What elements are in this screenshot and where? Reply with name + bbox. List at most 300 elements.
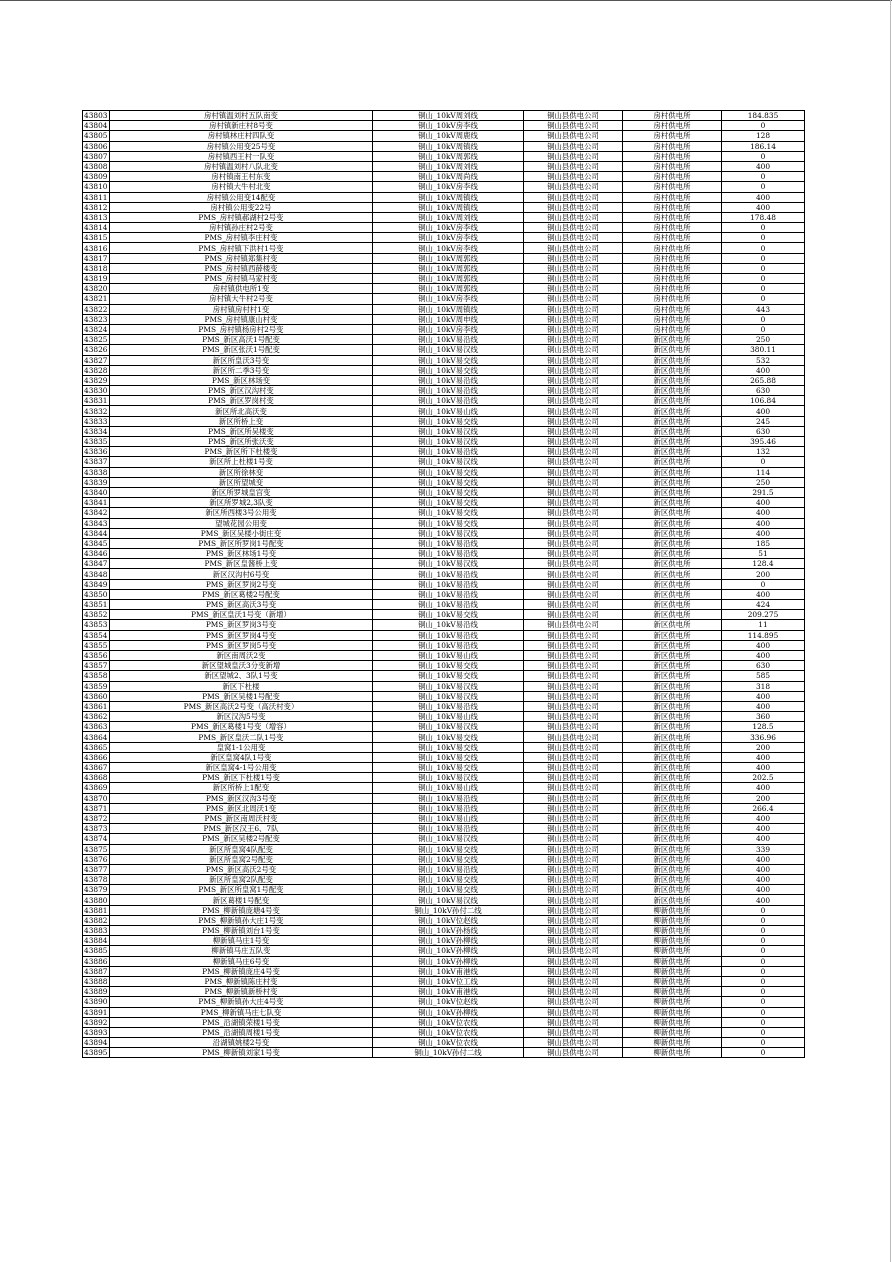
supply-office-cell: 房村供电所	[623, 294, 722, 304]
station-name-cell: PMS_房村镇西薛楼变	[110, 263, 373, 273]
station-name-cell: PMS_新区吴楼2号配变	[110, 834, 373, 844]
table-row	[83, 671, 805, 681]
capacity-cell: 630	[722, 661, 805, 671]
row-id-cell: 43878	[84, 875, 108, 885]
station-name-cell: PMS_新区吴楼1号配变	[110, 691, 373, 701]
station-name-cell: 新区所罗城2,3队变	[110, 498, 373, 508]
station-name-cell: PMS_新区葛楼1号变（增容）	[110, 722, 373, 732]
company-cell: 铜山县供电公司	[524, 182, 623, 192]
company-cell: 铜山县供电公司	[524, 936, 623, 946]
table-row	[83, 294, 805, 304]
station-name-cell: 新区所二季3号变	[110, 365, 373, 375]
capacity-cell: 585	[722, 671, 805, 681]
table-row	[83, 487, 805, 497]
company-cell: 铜山县供电公司	[524, 437, 623, 447]
table-row	[83, 956, 805, 966]
station-name-cell: PMS_新区皇沃1号变（新增）	[110, 610, 373, 620]
feeder-line-cell: 铜山_10kV易山线	[373, 406, 524, 416]
station-name-cell: PMS_新区罗岗村变	[110, 396, 373, 406]
row-id-cell: 43864	[84, 732, 108, 742]
table-row	[83, 477, 805, 487]
company-cell: 铜山县供电公司	[524, 722, 623, 732]
supply-office-cell: 新区供电所	[623, 691, 722, 701]
feeder-line-cell: 铜山_10kV周郭线	[373, 263, 524, 273]
feeder-line-cell: 铜山_10kV易汉线	[373, 528, 524, 538]
capacity-cell: 400	[722, 864, 805, 874]
table-row	[83, 131, 805, 141]
supply-office-cell: 柳新供电所	[623, 997, 722, 1007]
station-name-cell: PMS_柳新镇孙大庄4号变	[110, 997, 373, 1007]
company-cell: 铜山县供电公司	[524, 172, 623, 182]
row-id-cell: 43809	[84, 172, 108, 182]
feeder-line-cell: 铜山_10kV易沿线	[373, 620, 524, 630]
table-row	[83, 1007, 805, 1017]
station-name-cell: PMS_柳新镇孙大庄1号变	[110, 915, 373, 925]
company-cell: 铜山县供电公司	[524, 151, 623, 161]
supply-office-cell: 新区供电所	[623, 712, 722, 722]
table-row	[83, 773, 805, 783]
capacity-cell: 0	[722, 966, 805, 976]
station-name-cell: PMS_柳新镇刘家1号变	[110, 1048, 373, 1058]
table-row	[83, 793, 805, 803]
capacity-cell: 0	[722, 579, 805, 589]
row-id-cell: 43848	[84, 569, 108, 579]
capacity-cell: 0	[722, 915, 805, 925]
capacity-cell: 0	[722, 263, 805, 273]
company-cell: 铜山县供电公司	[524, 732, 623, 742]
supply-office-cell: 新区供电所	[623, 752, 722, 762]
capacity-cell: 400	[722, 763, 805, 773]
table-row	[83, 987, 805, 997]
row-id-cell: 43828	[84, 365, 108, 375]
row-id-cell: 43829	[84, 375, 108, 385]
supply-office-cell: 新区供电所	[623, 477, 722, 487]
company-cell: 铜山县供电公司	[524, 752, 623, 762]
table-row	[83, 803, 805, 813]
station-name-cell: 新区所皇窝2号配变	[110, 854, 373, 864]
company-cell: 铜山县供电公司	[524, 161, 623, 171]
capacity-cell: 400	[722, 875, 805, 885]
table-row	[83, 365, 805, 375]
company-cell: 铜山县供电公司	[524, 620, 623, 630]
capacity-cell: 265.88	[722, 375, 805, 385]
capacity-cell: 0	[722, 284, 805, 294]
capacity-cell: 186.14	[722, 141, 805, 151]
row-id-cell: 43858	[84, 671, 108, 681]
company-cell: 铜山县供电公司	[524, 233, 623, 243]
feeder-line-cell: 铜山_10kV易汉线	[373, 559, 524, 569]
capacity-cell: 360	[722, 712, 805, 722]
feeder-line-cell: 铜山_10kV房李线	[373, 223, 524, 233]
capacity-cell: 0	[722, 294, 805, 304]
capacity-cell: 128	[722, 131, 805, 141]
station-name-cell: 房村镇公用变14配变	[110, 192, 373, 202]
feeder-line-cell: 铜山_10kV易交线	[373, 355, 524, 365]
supply-office-cell: 新区供电所	[623, 447, 722, 457]
table-row	[83, 416, 805, 426]
supply-office-cell: 新区供电所	[623, 457, 722, 467]
company-cell: 铜山县供电公司	[524, 763, 623, 773]
station-name-cell: 新区所徐林变	[110, 467, 373, 477]
station-name-cell: PMS_新区皇酱桥上变	[110, 559, 373, 569]
feeder-line-cell: 铜山_10kV周刘线	[373, 111, 524, 121]
table-row	[83, 813, 805, 823]
company-cell: 铜山县供电公司	[524, 966, 623, 976]
supply-office-cell: 新区供电所	[623, 885, 722, 895]
feeder-line-cell: 铜山_10kV孙柳线	[373, 946, 524, 956]
capacity-cell: 0	[722, 314, 805, 324]
capacity-cell: 400	[722, 640, 805, 650]
table-row	[83, 202, 805, 212]
supply-office-cell: 新区供电所	[623, 528, 722, 538]
feeder-line-cell: 铜山_10kV周申线	[373, 314, 524, 324]
table-row	[83, 141, 805, 151]
supply-office-cell: 房村供电所	[623, 111, 722, 121]
row-id-cell: 43876	[84, 854, 108, 864]
station-name-cell: PMS_新区葛楼2号配变	[110, 589, 373, 599]
capacity-cell: 630	[722, 386, 805, 396]
supply-office-cell: 新区供电所	[623, 773, 722, 783]
company-cell: 铜山县供电公司	[524, 212, 623, 222]
station-name-cell: PMS_新区汉王6、7队	[110, 824, 373, 834]
row-id-cell: 43861	[84, 701, 108, 711]
supply-office-cell: 新区供电所	[623, 793, 722, 803]
supply-office-cell: 新区供电所	[623, 834, 722, 844]
supply-office-cell: 新区供电所	[623, 895, 722, 905]
row-id-cell: 43820	[84, 284, 108, 294]
capacity-cell: 400	[722, 895, 805, 905]
feeder-line-cell: 铜山_10kV周尚线	[373, 172, 524, 182]
capacity-cell: 443	[722, 304, 805, 314]
capacity-cell: 0	[722, 121, 805, 131]
feeder-line-cell: 铜山_10kV位工线	[373, 976, 524, 986]
station-name-cell: 新区望城皇沃3分变新增	[110, 661, 373, 671]
supply-office-cell: 新区供电所	[623, 813, 722, 823]
company-cell: 铜山县供电公司	[524, 304, 623, 314]
table-row	[83, 498, 805, 508]
row-id-cell: 43819	[84, 274, 108, 284]
station-name-cell: PMS_柳新镇刘台1号变	[110, 926, 373, 936]
row-id-cell: 43839	[84, 477, 108, 487]
supply-office-cell: 房村供电所	[623, 253, 722, 263]
row-id-cell: 43873	[84, 824, 108, 834]
company-cell: 铜山县供电公司	[524, 783, 623, 793]
company-cell: 铜山县供电公司	[524, 243, 623, 253]
company-cell: 铜山县供电公司	[524, 447, 623, 457]
table-row	[83, 335, 805, 345]
capacity-cell: 106.84	[722, 396, 805, 406]
company-cell: 铜山县供电公司	[524, 1027, 623, 1037]
feeder-line-cell: 铜山_10kV周镇线	[373, 141, 524, 151]
station-name-cell: 房村镇温刘村八队北变	[110, 161, 373, 171]
company-cell: 铜山县供电公司	[524, 895, 623, 905]
feeder-line-cell: 铜山_10kV易山线	[373, 650, 524, 660]
table-row	[83, 314, 805, 324]
table-row	[83, 681, 805, 691]
station-name-cell: PMS_新区所下杜楼变	[110, 447, 373, 457]
supply-office-cell: 房村供电所	[623, 182, 722, 192]
feeder-line-cell: 铜山_10kV房李线	[373, 324, 524, 334]
table-row	[83, 854, 805, 864]
company-cell: 铜山县供电公司	[524, 294, 623, 304]
capacity-cell: 0	[722, 976, 805, 986]
company-cell: 铜山县供电公司	[524, 202, 623, 212]
table-row	[83, 243, 805, 253]
supply-office-cell: 新区供电所	[623, 549, 722, 559]
capacity-cell: 380.11	[722, 345, 805, 355]
feeder-line-cell: 铜山_10kV甫港线	[373, 987, 524, 997]
row-id-cell: 43883	[84, 926, 108, 936]
table-row	[83, 997, 805, 1007]
table-row	[83, 712, 805, 722]
company-cell: 铜山县供电公司	[524, 263, 623, 273]
capacity-cell: 200	[722, 569, 805, 579]
capacity-cell: 250	[722, 335, 805, 345]
company-cell: 铜山县供电公司	[524, 518, 623, 528]
station-name-cell: PMS_房村镇杨房村2号变	[110, 324, 373, 334]
feeder-line-cell: 铜山_10kV易沿线	[373, 396, 524, 406]
feeder-line-cell: 铜山_10kV易沿线	[373, 569, 524, 579]
table-row	[83, 437, 805, 447]
company-cell: 铜山县供电公司	[524, 375, 623, 385]
supply-office-cell: 新区供电所	[623, 875, 722, 885]
feeder-line-cell: 铜山_10kV周郭线	[373, 151, 524, 161]
feeder-line-cell: 铜山_10kV周刘线	[373, 161, 524, 171]
capacity-cell: 0	[722, 1017, 805, 1027]
company-cell: 铜山县供电公司	[524, 467, 623, 477]
capacity-cell: 400	[722, 854, 805, 864]
row-id-cell: 43814	[84, 223, 108, 233]
feeder-line-cell: 铜山_10kV孙柳线	[373, 956, 524, 966]
row-id-cell: 43846	[84, 549, 108, 559]
company-cell: 铜山县供电公司	[524, 498, 623, 508]
feeder-line-cell: 铜山_10kV易汉线	[373, 426, 524, 436]
company-cell: 铜山县供电公司	[524, 131, 623, 141]
capacity-cell: 400	[722, 406, 805, 416]
row-id-cell: 43834	[84, 426, 108, 436]
station-name-cell: 新区所上杜楼1号变	[110, 457, 373, 467]
row-id-cell: 43874	[84, 834, 108, 844]
supply-office-cell: 新区供电所	[623, 335, 722, 345]
capacity-cell: 400	[722, 161, 805, 171]
feeder-line-cell: 铜山_10kV孙杨线	[373, 926, 524, 936]
station-name-cell: PMS_房村镇郝湖村2号变	[110, 212, 373, 222]
company-cell: 铜山县供电公司	[524, 477, 623, 487]
capacity-cell: 0	[722, 926, 805, 936]
station-name-cell: PMS_新区所罗岗1号配变	[110, 538, 373, 548]
row-id-cell: 43805	[84, 131, 108, 141]
company-cell: 铜山县供电公司	[524, 630, 623, 640]
feeder-line-cell: 铜山_10kV易交线	[373, 763, 524, 773]
station-name-cell: PMS_新区林场变	[110, 375, 373, 385]
table-row	[83, 161, 805, 171]
feeder-line-cell: 铜山_10kV孙柳线	[373, 936, 524, 946]
supply-office-cell: 新区供电所	[623, 600, 722, 610]
feeder-line-cell: 铜山_10kV易交线	[373, 732, 524, 742]
row-id-cell: 43862	[84, 712, 108, 722]
company-cell: 铜山县供电公司	[524, 691, 623, 701]
feeder-line-cell: 铜山_10kV易交线	[373, 671, 524, 681]
feeder-line-cell: 铜山_10kV房李线	[373, 182, 524, 192]
row-id-cell: 43822	[84, 304, 108, 314]
capacity-cell: 400	[722, 813, 805, 823]
station-name-cell: PMS_沿湖镇周楼1号变	[110, 1027, 373, 1037]
station-name-cell: PMS_新区所张沃变	[110, 437, 373, 447]
feeder-line-cell: 铜山_10kV房李线	[373, 294, 524, 304]
station-name-cell: PMS_房村镇康山村变	[110, 314, 373, 324]
row-id-cell: 43889	[84, 987, 108, 997]
table-row	[83, 182, 805, 192]
station-name-cell: PMS_新区高沃3号变	[110, 600, 373, 610]
feeder-line-cell: 铜山_10kV易汉线	[373, 773, 524, 783]
supply-office-cell: 新区供电所	[623, 498, 722, 508]
feeder-line-cell: 铜山_10kV易交线	[373, 477, 524, 487]
capacity-cell: 51	[722, 549, 805, 559]
station-name-cell: PMS_房村镇马家村变	[110, 274, 373, 284]
feeder-line-cell: 铜山_10kV易沿线	[373, 386, 524, 396]
company-cell: 铜山县供电公司	[524, 987, 623, 997]
capacity-cell: 400	[722, 518, 805, 528]
feeder-line-cell: 铜山_10kV房李线	[373, 121, 524, 131]
station-name-cell: PMS_柳新镇马庄七队变	[110, 1007, 373, 1017]
capacity-cell: 178.48	[722, 212, 805, 222]
table-row	[83, 926, 805, 936]
company-cell: 铜山县供电公司	[524, 844, 623, 854]
supply-office-cell: 柳新供电所	[623, 956, 722, 966]
capacity-cell: 245	[722, 416, 805, 426]
table-row	[83, 742, 805, 752]
feeder-line-cell: 铜山_10kV易山线	[373, 712, 524, 722]
row-id-cell: 43838	[84, 467, 108, 477]
table-row	[83, 722, 805, 732]
feeder-line-cell: 铜山_10kV易交线	[373, 610, 524, 620]
feeder-line-cell: 铜山_10kV易沿线	[373, 701, 524, 711]
feeder-line-cell: 铜山_10kV孙付二线	[373, 905, 524, 915]
feeder-line-cell: 铜山_10kV易交线	[373, 854, 524, 864]
station-name-cell: 房村镇孙庄村2号变	[110, 223, 373, 233]
feeder-line-cell: 铜山_10kV易山线	[373, 783, 524, 793]
feeder-line-cell: 铜山_10kV易交线	[373, 467, 524, 477]
company-cell: 铜山县供电公司	[524, 192, 623, 202]
feeder-line-cell: 铜山_10kV位赵线	[373, 915, 524, 925]
capacity-cell: 0	[722, 997, 805, 1007]
table-row	[83, 752, 805, 762]
table-row	[83, 691, 805, 701]
feeder-line-cell: 铜山_10kV易沿线	[373, 375, 524, 385]
table-row	[83, 936, 805, 946]
station-name-cell: PMS_新区下杜楼1号变	[110, 773, 373, 783]
table-row	[83, 355, 805, 365]
company-cell: 铜山县供电公司	[524, 1038, 623, 1048]
feeder-line-cell: 铜山_10kV易汉线	[373, 834, 524, 844]
table-body	[83, 111, 805, 1058]
feeder-line-cell: 铜山_10kV周郭线	[373, 284, 524, 294]
capacity-cell: 400	[722, 824, 805, 834]
table-row	[83, 375, 805, 385]
company-cell: 铜山县供电公司	[524, 701, 623, 711]
capacity-cell: 400	[722, 885, 805, 895]
capacity-cell: 400	[722, 508, 805, 518]
supply-office-cell: 柳新供电所	[623, 1007, 722, 1017]
supply-office-cell: 新区供电所	[623, 426, 722, 436]
table-row	[83, 966, 805, 976]
supply-office-cell: 房村供电所	[623, 274, 722, 284]
station-name-cell: 房村镇新庄村8号变	[110, 121, 373, 131]
row-id-cell: 43827	[84, 355, 108, 365]
company-cell: 铜山县供电公司	[524, 640, 623, 650]
supply-office-cell: 柳新供电所	[623, 926, 722, 936]
table-row	[83, 396, 805, 406]
row-id-cell: 43891	[84, 1007, 108, 1017]
row-id-cell: 43823	[84, 314, 108, 324]
supply-office-cell: 新区供电所	[623, 824, 722, 834]
capacity-cell: 400	[722, 589, 805, 599]
station-name-cell: 新区所皇沃3号变	[110, 355, 373, 365]
feeder-line-cell: 铜山_10kV易沿线	[373, 538, 524, 548]
capacity-cell: 291.5	[722, 487, 805, 497]
capacity-cell: 339	[722, 844, 805, 854]
supply-office-cell: 房村供电所	[623, 243, 722, 253]
supply-office-cell: 新区供电所	[623, 650, 722, 660]
row-id-cell: 43835	[84, 437, 108, 447]
company-cell: 铜山县供电公司	[524, 559, 623, 569]
feeder-line-cell: 铜山_10kV周镇线	[373, 202, 524, 212]
table-row	[83, 345, 805, 355]
row-id-cell: 43869	[84, 783, 108, 793]
row-id-cell: 43804	[84, 121, 108, 131]
station-name-cell: PMS_新区张沃1号配变	[110, 345, 373, 355]
table-row	[83, 457, 805, 467]
capacity-cell: 0	[722, 457, 805, 467]
table-row	[83, 976, 805, 986]
row-id-cell: 43877	[84, 864, 108, 874]
company-cell: 铜山县供电公司	[524, 365, 623, 375]
company-cell: 铜山县供电公司	[524, 569, 623, 579]
table-row	[83, 192, 805, 202]
station-name-cell: 房村镇房村村1变	[110, 304, 373, 314]
supply-office-cell: 柳新供电所	[623, 1027, 722, 1037]
table-row	[83, 233, 805, 243]
company-cell: 铜山县供电公司	[524, 324, 623, 334]
row-id-cell: 43817	[84, 253, 108, 263]
station-name-cell: 房村镇大牛村2号变	[110, 294, 373, 304]
station-name-cell: 房村镇公用变22号	[110, 202, 373, 212]
feeder-line-cell: 铜山_10kV周镇线	[373, 192, 524, 202]
supply-office-cell: 新区供电所	[623, 487, 722, 497]
company-cell: 铜山县供电公司	[524, 997, 623, 1007]
row-id-cell: 43882	[84, 915, 108, 925]
supply-office-cell: 房村供电所	[623, 233, 722, 243]
capacity-cell: 185	[722, 538, 805, 548]
row-id-cell: 43831	[84, 396, 108, 406]
supply-office-cell: 房村供电所	[623, 212, 722, 222]
capacity-cell: 395.46	[722, 437, 805, 447]
station-name-cell: PMS_新区皇沃二队1号变	[110, 732, 373, 742]
supply-office-cell: 柳新供电所	[623, 1017, 722, 1027]
feeder-line-cell: 铜山_10kV易交线	[373, 885, 524, 895]
feeder-line-cell: 铜山_10kV易交线	[373, 487, 524, 497]
capacity-cell: 132	[722, 447, 805, 457]
capacity-cell: 336.96	[722, 732, 805, 742]
company-cell: 铜山县供电公司	[524, 1048, 623, 1058]
station-name-cell: 新区南周沃2变	[110, 650, 373, 660]
table-row	[83, 386, 805, 396]
table-row	[83, 324, 805, 334]
supply-office-cell: 新区供电所	[623, 406, 722, 416]
company-cell: 铜山县供电公司	[524, 671, 623, 681]
company-cell: 铜山县供电公司	[524, 274, 623, 284]
company-cell: 铜山县供电公司	[524, 487, 623, 497]
